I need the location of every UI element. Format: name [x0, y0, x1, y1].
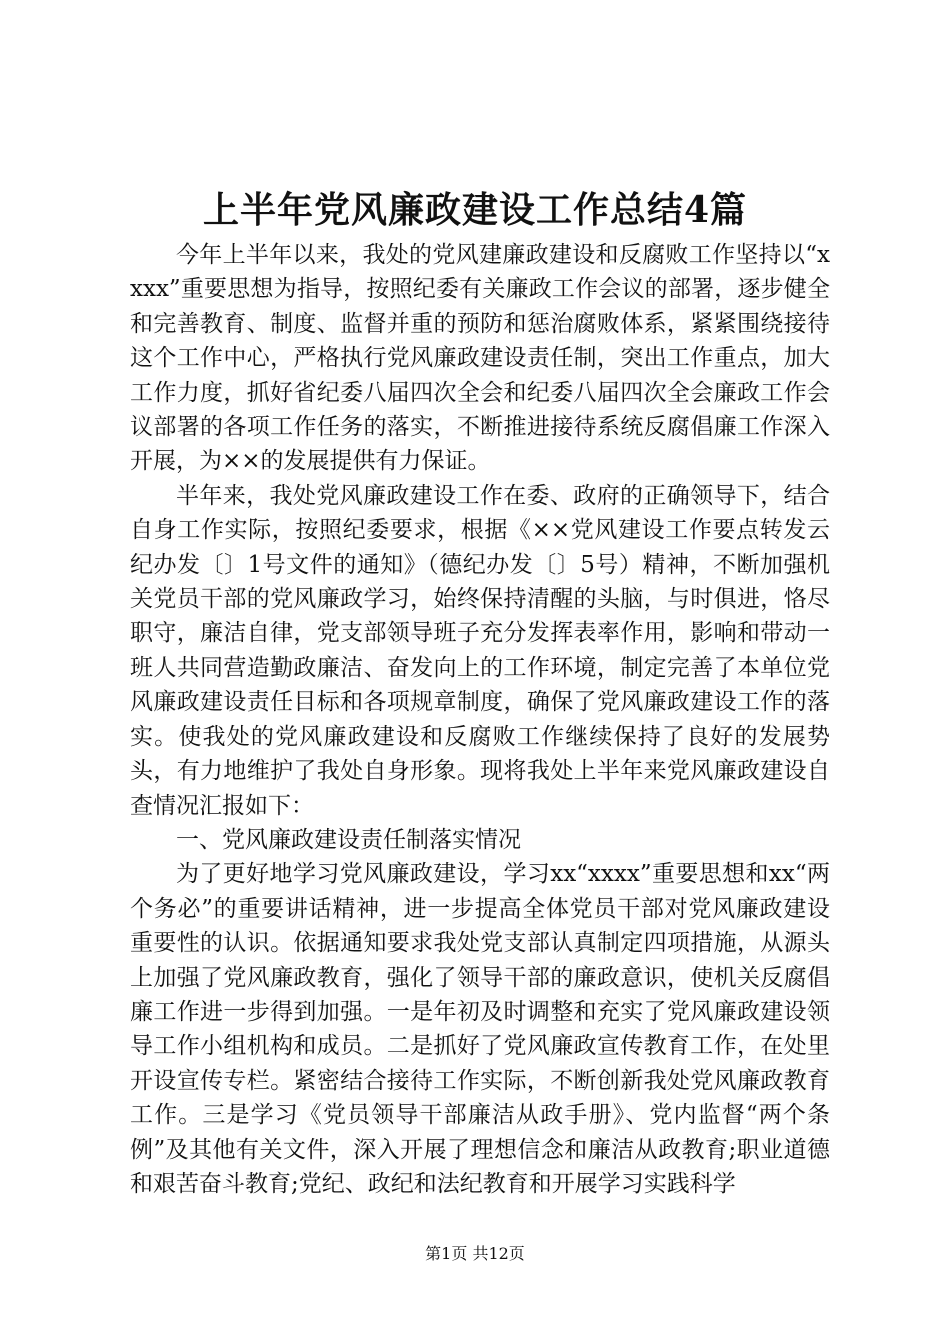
paragraph-overview: 半年来，我处党风廉政建设工作在委、政府的正确领导下，结合自身工作实际，按照纪委要求，根据《××党风建设工作要点转发云纪办发〔〕1号文件的通知》（德纪办发〔〕5号）精神，不断加强机关党员干部的党风廉政学习，始终保持清醒的头脑，与时俱进，恪尽职守，廉洁自律，党支部领导班子充分发挥表率作用，影响和带动一班人共同营造勤政廉洁、奋发向上的工作环境，制定完善了本单位党风廉政建设责任目标和各项规章制度，确保了党风廉政建设工作的落实。使我处的党风廉政建设和反腐败工作继续保持了良好的发展势头，有力地维护了我处自身形象。现将我处上半年来党风廉政建设自查情况汇报如下：: [130, 482, 830, 819]
section-heading: 一、党风廉政建设责任制落实情况: [176, 826, 521, 853]
paragraph-intro: 今年上半年以来，我处的党风建廉政建设和反腐败工作坚持以“xxxx”重要思想为指导，按照纪委有关廉政工作会议的部署，逐步健全和完善教育、制度、监督并重的预防和惩治腐败体系，紧紧围绕接待这个工作中心，严格执行党风廉政建设责任制，突出工作重点，加大工作力度，抓好省纪委八届四次全会和纪委八届四次全会廉政工作会议部署的各项工作任务的落实，不断推进接待系统反腐倡廉工作深入开展，为××的发展提供有力保证。: [130, 242, 830, 475]
page-footer: 第1页 共12页: [425, 1244, 525, 1263]
document-body: [130, 238, 830, 1201]
document-title: 上半年党风廉政建设工作总结4篇: [202, 189, 748, 231]
paragraph-section-1: 为了更好地学习党风廉政建设，学习xx“xxxx”重要思想和xx“两个务必”的重要讲话精神，进一步提高全体党员干部对党风廉政建设重要性的认识。依据通知要求我处党支部认真制定四项措施，从源头上加强了党风廉政教育，强化了领导干部的廉政意识，使机关反腐倡廉工作进一步得到加强。一是年初及时调整和充实了党风廉政建设领导工作小组机构和成员。二是抓好了党风廉政宣传教育工作，在处里开设宣传专栏。紧密结合接待工作实际，不断创新我处党风廉政教育工作。三是学习《党员领导干部廉洁从政手册》、党内监督“两个条例”及其他有关文件，深入开展了理想信念和廉洁从政教育;职业道德和艰苦奋斗教育;党纪、政纪和法纪教育和开展学习实践科学: [130, 861, 830, 1197]
